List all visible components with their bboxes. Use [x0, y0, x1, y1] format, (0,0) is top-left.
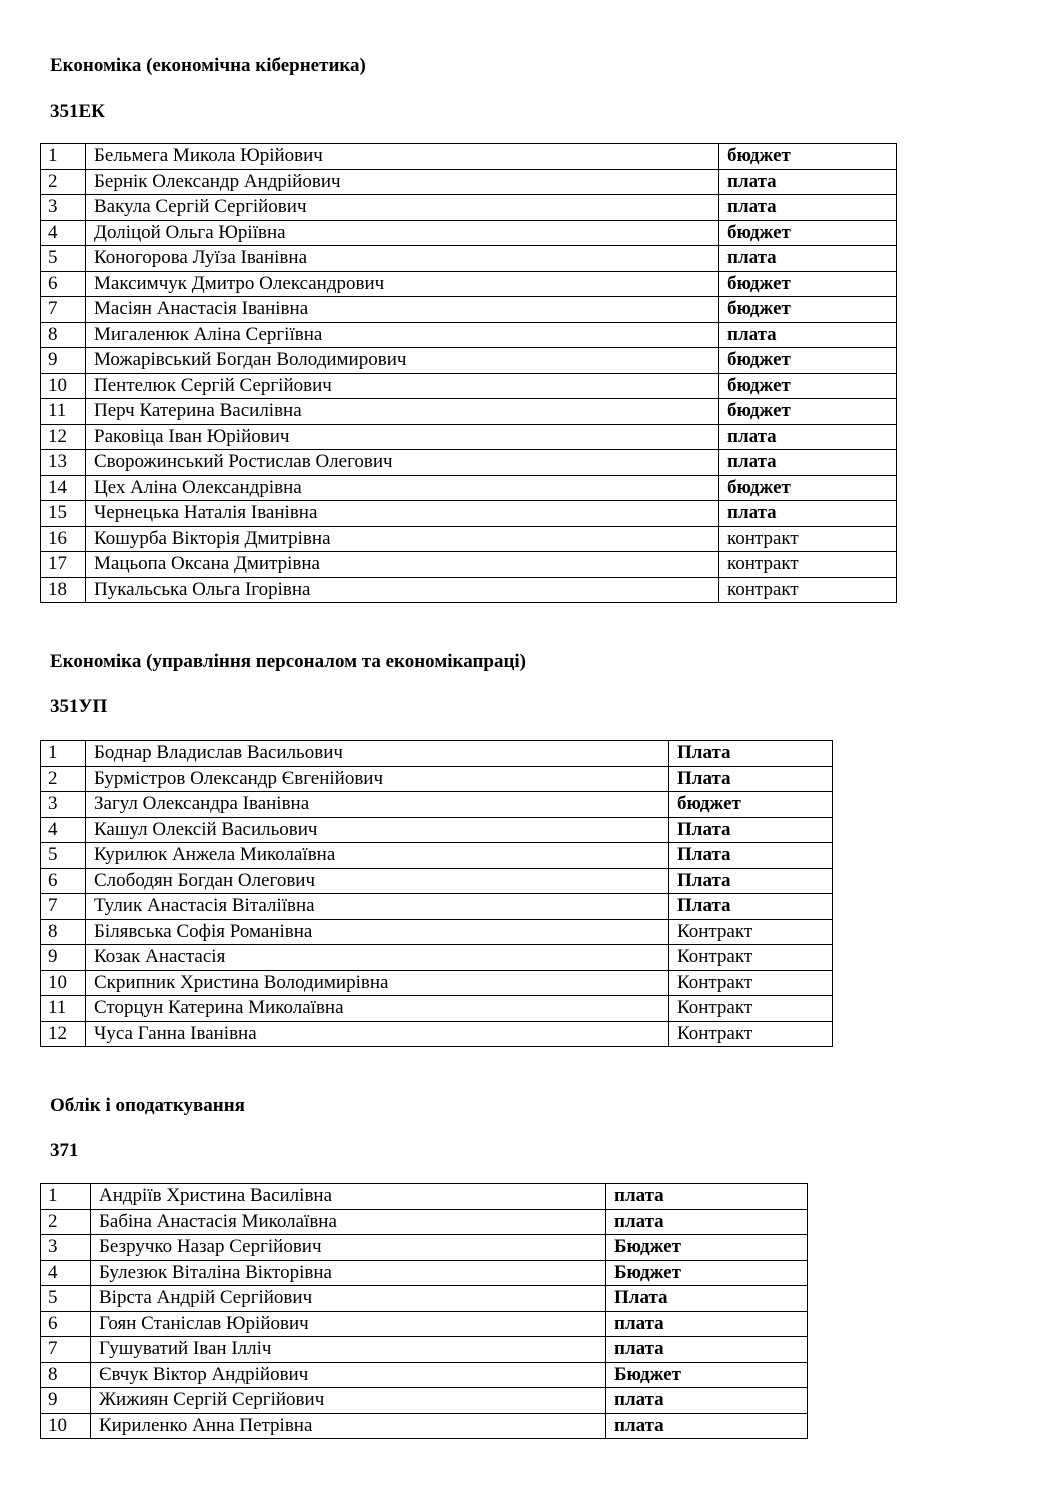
table-row — [41, 817, 833, 843]
row-number: 7 — [41, 1337, 91, 1363]
student-name: Курилюк Анжела Миколаївна — [86, 843, 669, 869]
row-number: 12 — [41, 424, 86, 450]
student-table — [40, 143, 897, 603]
table-row — [41, 1184, 808, 1210]
row-number: 11 — [41, 996, 86, 1022]
table-row — [41, 970, 833, 996]
payment-status: плата — [719, 424, 897, 450]
row-number: 17 — [41, 552, 86, 578]
row-number: 4 — [41, 220, 86, 246]
row-number: 4 — [41, 817, 86, 843]
group-code: 371 — [50, 1140, 79, 1161]
row-number: 5 — [41, 1286, 91, 1312]
table-row — [41, 475, 897, 501]
payment-status: плата — [719, 322, 897, 348]
student-name: Тулик Анастасія Віталіївна — [86, 894, 669, 920]
table-row — [41, 1362, 808, 1388]
row-number: 12 — [41, 1021, 86, 1047]
table-row — [41, 577, 897, 603]
payment-status: Плата — [669, 843, 833, 869]
row-number: 2 — [41, 766, 86, 792]
student-name: Сторцун Катерина Миколаївна — [86, 996, 669, 1022]
table-row — [41, 450, 897, 476]
table-row — [41, 297, 897, 323]
table-row — [41, 894, 833, 920]
payment-status: Контракт — [669, 996, 833, 1022]
student-name: Сворожинський Ростислав Олегович — [86, 450, 719, 476]
table-row — [41, 501, 897, 527]
student-name: Мацьопа Оксана Дмитрівна — [86, 552, 719, 578]
payment-status: бюджет — [719, 373, 897, 399]
student-name: Білявська Софія Романівна — [86, 919, 669, 945]
payment-status: Плата — [669, 894, 833, 920]
student-name: Слободян Богдан Олегович — [86, 868, 669, 894]
payment-status: Контракт — [669, 1021, 833, 1047]
payment-status: контракт — [719, 552, 897, 578]
table-row — [41, 373, 897, 399]
table-row — [41, 741, 833, 767]
payment-status: бюджет — [719, 399, 897, 425]
student-name: Бернік Олександр Андрійович — [86, 169, 719, 195]
row-number: 9 — [41, 348, 86, 374]
row-number: 16 — [41, 526, 86, 552]
student-name: Перч Катерина Василівна — [86, 399, 719, 425]
section-title: Облік і оподаткування — [50, 1095, 245, 1116]
table-row — [41, 1388, 808, 1414]
row-number: 1 — [41, 144, 86, 170]
row-number: 8 — [41, 322, 86, 348]
student-table — [40, 1183, 808, 1439]
payment-status: бюджет — [719, 220, 897, 246]
payment-status: плата — [606, 1337, 808, 1363]
payment-status: плата — [719, 195, 897, 221]
table-row — [41, 220, 897, 246]
table-row — [41, 1311, 808, 1337]
student-name: Чуса Ганна Іванівна — [86, 1021, 669, 1047]
row-number: 18 — [41, 577, 86, 603]
table-row — [41, 1235, 808, 1261]
table-row — [41, 322, 897, 348]
payment-status: бюджет — [719, 144, 897, 170]
section-title: Економіка (управління персоналом та економікапраці) — [50, 651, 527, 672]
payment-status: плата — [606, 1413, 808, 1439]
payment-status: Плата — [669, 817, 833, 843]
student-name: Козак Анастасія — [86, 945, 669, 971]
student-name: Скрипник Христина Володимирівна — [86, 970, 669, 996]
row-number: 2 — [41, 1209, 91, 1235]
payment-status: Контракт — [669, 919, 833, 945]
student-name: Мигаленюк Аліна Сергіївна — [86, 322, 719, 348]
table-row — [41, 792, 833, 818]
table-row — [41, 348, 897, 374]
payment-status: Плата — [669, 766, 833, 792]
row-number: 1 — [41, 1184, 91, 1210]
group-code: 351ЕК — [50, 101, 105, 122]
table-row — [41, 919, 833, 945]
student-name: Максимчук Дмитро Олександрович — [86, 271, 719, 297]
student-table — [40, 740, 833, 1047]
student-name: Боднар Владислав Васильович — [86, 741, 669, 767]
student-name: Раковіца Іван Юрійович — [86, 424, 719, 450]
row-number: 14 — [41, 475, 86, 501]
student-name: Євчук Віктор Андрійович — [91, 1362, 606, 1388]
student-name: Кириленко Анна Петрівна — [91, 1413, 606, 1439]
payment-status: плата — [719, 246, 897, 272]
payment-status: плата — [719, 169, 897, 195]
row-number: 7 — [41, 297, 86, 323]
student-name: Коногорова Луїза Іванівна — [86, 246, 719, 272]
payment-status: бюджет — [719, 348, 897, 374]
row-number: 8 — [41, 919, 86, 945]
student-name: Доліцой Ольга Юріївна — [86, 220, 719, 246]
table-row — [41, 1209, 808, 1235]
table-row — [41, 1260, 808, 1286]
row-number: 10 — [41, 1413, 91, 1439]
payment-status: Контракт — [669, 945, 833, 971]
payment-status: Плата — [606, 1286, 808, 1312]
table-row — [41, 945, 833, 971]
student-name: Чернецька Наталія Іванівна — [86, 501, 719, 527]
payment-status: бюджет — [719, 297, 897, 323]
student-name: Гушуватий Іван Ілліч — [91, 1337, 606, 1363]
payment-status: плата — [606, 1388, 808, 1414]
payment-status: контракт — [719, 526, 897, 552]
row-number: 3 — [41, 792, 86, 818]
table-row — [41, 996, 833, 1022]
row-number: 5 — [41, 246, 86, 272]
row-number: 3 — [41, 195, 86, 221]
table-row — [41, 552, 897, 578]
payment-status: Плата — [669, 868, 833, 894]
payment-status: Бюджет — [606, 1235, 808, 1261]
table-row — [41, 1413, 808, 1439]
section-title: Економіка (економічна кібернетика) — [50, 55, 366, 76]
student-name: Вірста Андрій Сергійович — [91, 1286, 606, 1312]
payment-status: плата — [606, 1184, 808, 1210]
row-number: 6 — [41, 868, 86, 894]
student-name: Безручко Назар Сергійович — [91, 1235, 606, 1261]
payment-status: бюджет — [669, 792, 833, 818]
payment-status: бюджет — [719, 475, 897, 501]
student-name: Кошурба Вікторія Дмитрівна — [86, 526, 719, 552]
student-name: Вакула Сергій Сергійович — [86, 195, 719, 221]
row-number: 6 — [41, 1311, 91, 1337]
table-row — [41, 868, 833, 894]
row-number: 1 — [41, 741, 86, 767]
student-name: Кашул Олексій Васильович — [86, 817, 669, 843]
student-name: Гоян Станіслав Юрійович — [91, 1311, 606, 1337]
payment-status: Контракт — [669, 970, 833, 996]
row-number: 9 — [41, 1388, 91, 1414]
row-number: 10 — [41, 373, 86, 399]
payment-status: Плата — [669, 741, 833, 767]
student-name: Андріїв Христина Василівна — [91, 1184, 606, 1210]
payment-status: плата — [719, 501, 897, 527]
student-name: Пукальська Ольга Ігорівна — [86, 577, 719, 603]
row-number: 6 — [41, 271, 86, 297]
table-row — [41, 195, 897, 221]
student-name: Жижиян Сергій Сергійович — [91, 1388, 606, 1414]
table-row — [41, 424, 897, 450]
table-row — [41, 399, 897, 425]
row-number: 5 — [41, 843, 86, 869]
table-row — [41, 843, 833, 869]
table-row — [41, 526, 897, 552]
payment-status: плата — [719, 450, 897, 476]
group-code: 351УП — [50, 696, 108, 717]
payment-status: плата — [606, 1209, 808, 1235]
table-row — [41, 144, 897, 170]
table-row — [41, 766, 833, 792]
student-name: Бельмега Микола Юрійович — [86, 144, 719, 170]
row-number: 8 — [41, 1362, 91, 1388]
row-number: 10 — [41, 970, 86, 996]
row-number: 13 — [41, 450, 86, 476]
table-row — [41, 1021, 833, 1047]
student-name: Можарівський Богдан Володимирович — [86, 348, 719, 374]
table-row — [41, 271, 897, 297]
payment-status: плата — [606, 1311, 808, 1337]
table-row — [41, 169, 897, 195]
payment-status: бюджет — [719, 271, 897, 297]
row-number: 15 — [41, 501, 86, 527]
row-number: 9 — [41, 945, 86, 971]
row-number: 4 — [41, 1260, 91, 1286]
table-row — [41, 246, 897, 272]
payment-status: Бюджет — [606, 1260, 808, 1286]
student-name: Булезюк Віталіна Вікторівна — [91, 1260, 606, 1286]
row-number: 2 — [41, 169, 86, 195]
student-name: Бабіна Анастасія Миколаївна — [91, 1209, 606, 1235]
student-name: Цех Аліна Олександрівна — [86, 475, 719, 501]
student-name: Загул Олександра Іванівна — [86, 792, 669, 818]
payment-status: Бюджет — [606, 1362, 808, 1388]
student-name: Пентелюк Сергій Сергійович — [86, 373, 719, 399]
student-name: Масіян Анастасія Іванівна — [86, 297, 719, 323]
row-number: 11 — [41, 399, 86, 425]
student-name: Бурмістров Олександр Євгенійович — [86, 766, 669, 792]
payment-status: контракт — [719, 577, 897, 603]
row-number: 3 — [41, 1235, 91, 1261]
table-row — [41, 1286, 808, 1312]
row-number: 7 — [41, 894, 86, 920]
table-row — [41, 1337, 808, 1363]
